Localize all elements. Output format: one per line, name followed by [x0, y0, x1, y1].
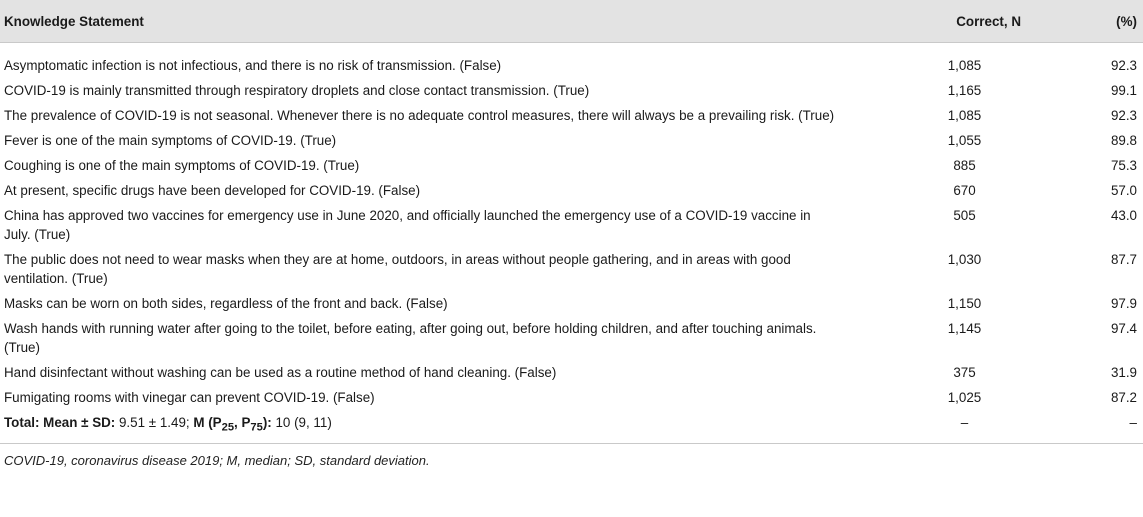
pct-cell: 87.7: [1110, 252, 1137, 267]
correct-n-cell: 375: [953, 365, 976, 380]
pct-cell: 97.4: [1110, 321, 1137, 336]
median-sub-25: 25: [221, 421, 235, 434]
table-row: [0, 385, 1143, 410]
correct-n-cell: 1,145: [947, 321, 982, 336]
correct-n-cell: 670: [953, 183, 976, 198]
table-row: [0, 316, 1143, 360]
table-row: [0, 78, 1143, 103]
statement-cell: The prevalence of COVID-19 is not seasonal. Whenever there is no adequate control measures, there will always be a prevailing risk. (True): [4, 108, 835, 123]
median-label-a: M (P: [193, 415, 222, 430]
total-row: [0, 410, 1143, 443]
table-row: [0, 291, 1143, 316]
correct-n-cell: 885: [953, 158, 976, 173]
statement-cell: Masks can be worn on both sides, regardless of the front and back. (False): [4, 296, 448, 311]
statement-cell: Hand disinfectant without washing can be used as a routine method of hand cleaning. (False): [4, 365, 557, 380]
total-cell: [0, 410, 880, 443]
median-label-c: ):: [262, 415, 272, 430]
total-n: –: [880, 410, 1025, 443]
correct-n-cell: 1,150: [947, 296, 982, 311]
table-row: [0, 203, 1143, 247]
table-row: [0, 103, 1143, 128]
pct-cell: 43.0: [1110, 208, 1137, 223]
table-row: [0, 43, 1143, 79]
correct-n-cell: 1,085: [947, 108, 982, 123]
table-body: [0, 43, 1143, 444]
header-statement: Knowledge Statement: [0, 0, 880, 43]
pct-cell: 31.9: [1110, 365, 1137, 380]
statement-cell: Asymptomatic infection is not infectious, and there is no risk of transmission. (False): [4, 58, 502, 73]
table-row: [0, 360, 1143, 385]
median-sub-75: 75: [250, 421, 263, 434]
statement-cell: Fever is one of the main symptoms of COVID-19. (True): [4, 133, 337, 148]
statement-cell: At present, specific drugs have been developed for COVID-19. (False): [4, 183, 421, 198]
median-label-b: , P: [234, 415, 251, 430]
pct-cell: 92.3: [1110, 58, 1137, 73]
statement-cell: Wash hands with running water after going to the toilet, before eating, after going out, before holding children, and after touching animals. (True): [4, 321, 817, 355]
total-mean-value: 9.51 ± 1.49;: [115, 415, 194, 430]
correct-n-cell: 1,085: [947, 58, 982, 73]
statement-cell: Fumigating rooms with vinegar can prevent COVID-19. (False): [4, 390, 375, 405]
pct-cell: 89.8: [1110, 133, 1137, 148]
correct-n-cell: 1,025: [947, 390, 982, 405]
correct-n-cell: 1,055: [947, 133, 982, 148]
header-pct: (%): [1025, 0, 1143, 43]
header-correct: Correct, N: [880, 0, 1025, 43]
pct-cell: 97.9: [1110, 296, 1137, 311]
table-row: [0, 247, 1143, 291]
table-row: [0, 178, 1143, 203]
pct-cell: 99.1: [1110, 83, 1137, 98]
pct-cell: 57.0: [1110, 183, 1137, 198]
total-median-value: 10 (9, 11): [271, 415, 332, 430]
total-pct: –: [1025, 410, 1143, 443]
correct-n-cell: 1,030: [947, 252, 982, 267]
pct-cell: 75.3: [1110, 158, 1137, 173]
statement-cell: COVID-19 is mainly transmitted through respiratory droplets and close contact transmission. (True): [4, 83, 590, 98]
pct-cell: 87.2: [1110, 390, 1137, 405]
correct-n-cell: 505: [953, 208, 976, 223]
total-median-label: [193, 415, 272, 434]
statement-cell: China has approved two vaccines for emergency use in June 2020, and officially launched the emergency use of a COVID-19 vaccine in July. (True): [4, 208, 811, 242]
table-row: [0, 153, 1143, 178]
statement-cell: Coughing is one of the main symptoms of COVID-19. (True): [4, 158, 360, 173]
correct-n-cell: 1,165: [947, 83, 982, 98]
header-row: [0, 0, 1143, 43]
statement-cell: The public does not need to wear masks when they are at home, outdoors, in areas without people gathering, and in areas with good ventilation. (True): [4, 252, 791, 286]
table-footnote: COVID-19, coronavirus disease 2019; M, median; SD, standard deviation.: [4, 452, 430, 468]
total-label: Total: Mean ± SD:: [4, 415, 116, 430]
table-row: [0, 128, 1143, 153]
pct-cell: 92.3: [1110, 108, 1137, 123]
